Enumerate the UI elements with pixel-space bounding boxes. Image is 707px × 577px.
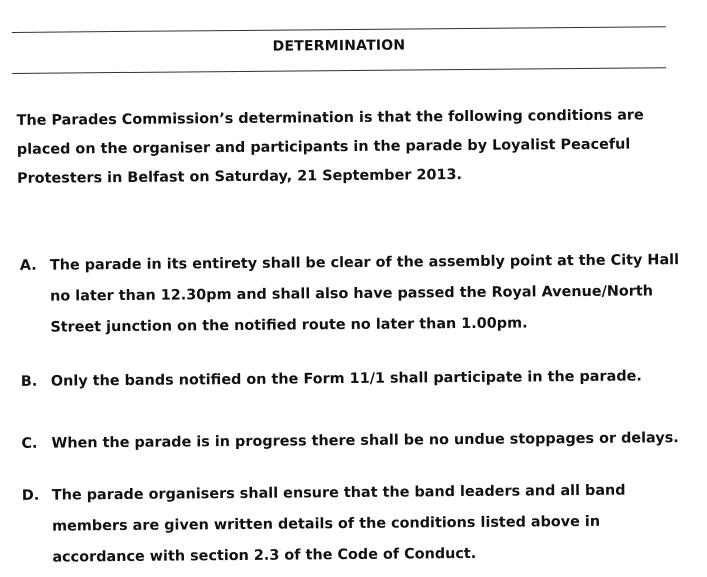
condition-line: Only the bands notified on the Form 11/1 shall participate in the parade. — [50, 368, 642, 390]
condition-d — [22, 475, 693, 574]
condition-line: When the parade is in progress there shall be no undue stoppages or delays. — [51, 430, 679, 452]
condition-letter: A. — [19, 257, 37, 274]
condition-text — [52, 475, 693, 574]
bottom-rule — [12, 67, 666, 74]
condition-b — [21, 361, 691, 398]
condition-text — [51, 423, 691, 460]
top-rule — [12, 26, 666, 33]
intro-paragraph — [16, 101, 677, 194]
condition-line: The parade organisers shall ensure that the band leaders and all band — [51, 482, 626, 504]
condition-line: The parade in its entirety shall be clear of the assembly point at the City Hall — [49, 252, 680, 274]
condition-a — [20, 245, 691, 344]
condition-letter: C. — [21, 435, 38, 452]
intro-line: Protesters in Belfast on Saturday, 21 September 2013. — [17, 167, 463, 187]
condition-text — [51, 361, 691, 398]
condition-text — [50, 245, 691, 344]
condition-letter: B. — [20, 373, 38, 390]
condition-line: no later than 12.30pm and shall also have passed the Royal Avenue/North — [50, 283, 654, 305]
page-title: DETERMINATION — [272, 37, 406, 55]
condition-line: Street junction on the notified route no later than 1.00pm. — [50, 315, 528, 336]
condition-line: members are given written details of the conditions listed above in — [52, 513, 601, 535]
condition-line: accordance with section 2.3 of the Code of Conduct. — [52, 545, 477, 566]
condition-c — [21, 423, 691, 460]
intro-line: The Parades Commission’s determination is that the following conditions are — [16, 107, 644, 129]
condition-letter: D. — [21, 487, 40, 504]
intro-line: placed on the organiser and participants in the parade by Loyalist Peaceful — [16, 136, 631, 158]
